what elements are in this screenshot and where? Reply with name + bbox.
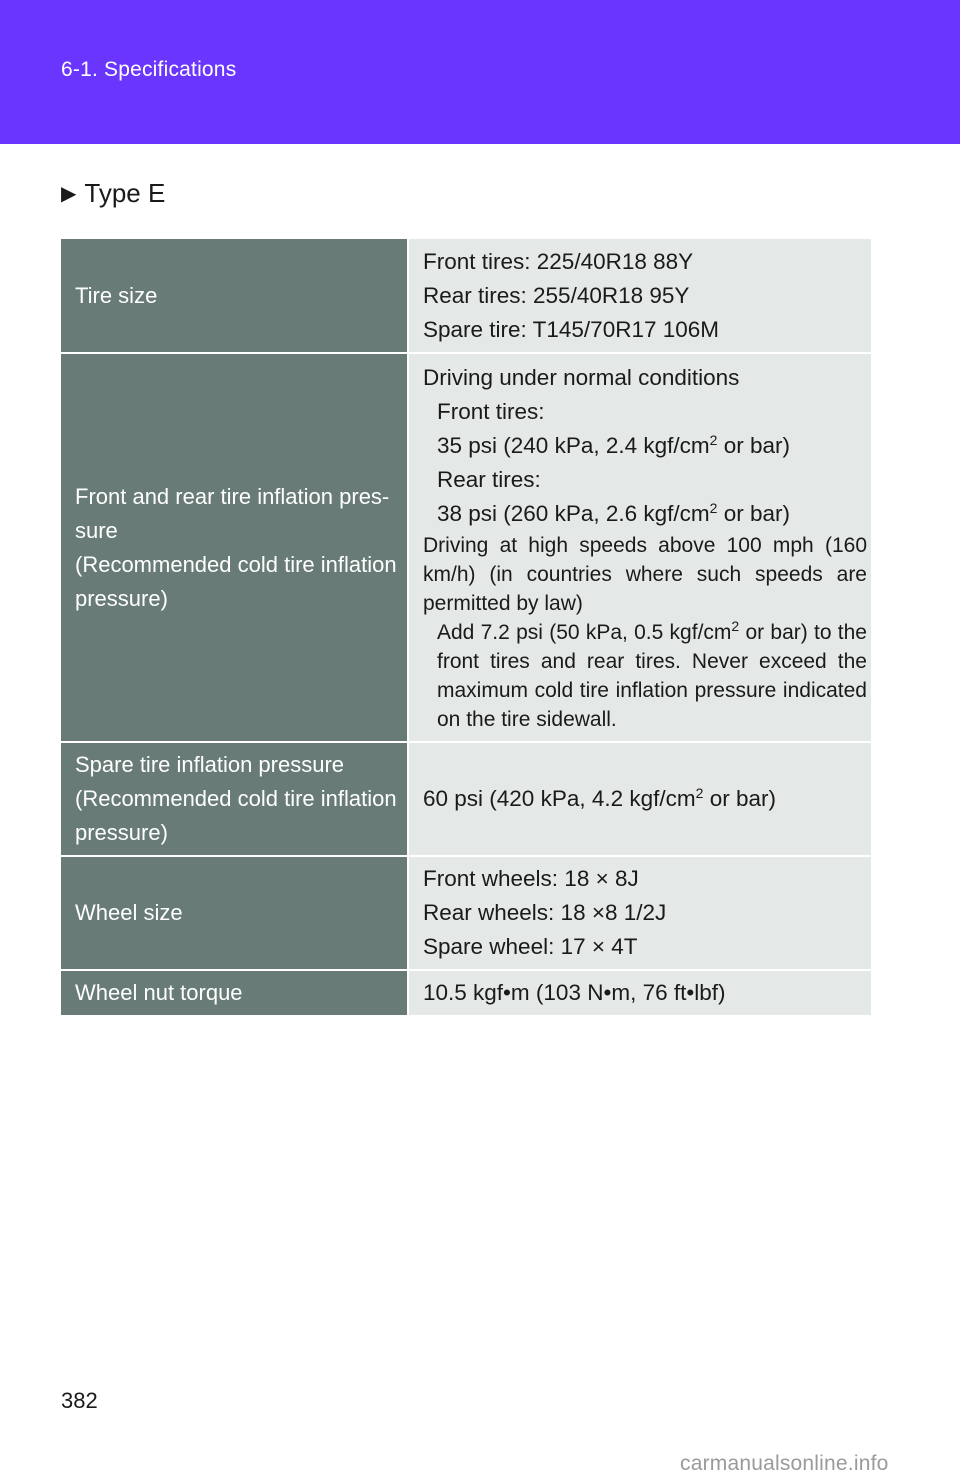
wheel-size-value	[408, 856, 871, 970]
front-tires-pressure: 35 psi (240 kPa, 2.4 kgf/$cm^2$ or bar)	[437, 432, 790, 458]
spare-inflation-label: Spare tire inflation pressure (Recommended cold tire inflation pressure)	[61, 742, 408, 856]
table-row	[61, 970, 871, 1016]
high-speed-note: Driving at high speeds above 100 mph (160 km/h) (in countries where such speeds are permitted by law)	[423, 534, 867, 615]
watermark: carmanualsonline.info	[680, 1452, 889, 1475]
table-row	[61, 742, 871, 856]
spare-wheel-size: Spare wheel: 17 × 4T	[423, 934, 638, 959]
nut-torque-label: Wheel nut torque	[61, 970, 408, 1016]
triangle-marker-icon: ▶	[61, 183, 77, 205]
type-title: Type E	[84, 178, 166, 208]
specification-table	[61, 239, 871, 1017]
tire-size-value	[408, 239, 871, 353]
spare-inflation-value: 60 psi (420 kPa, 4.2 kgf/$cm^2$ or bar)	[408, 742, 871, 856]
front-wheel-size: Front wheels: 18 × 8J	[423, 866, 639, 891]
front-tires-label: Front tires:	[437, 399, 545, 424]
tire-size-label: Tire size	[61, 239, 408, 353]
front-tire-size: Front tires: 225/40R18 88Y	[423, 248, 694, 274]
inflation-label: Front and rear tire inflation pres- sure (Recommended cold tire inflation pressure)	[61, 353, 408, 742]
page-header	[0, 0, 960, 144]
high-speed-adjustment: Add 7.2 psi (50 kPa, 0.5 kgf/$cm^2$ or bar) to the front tires and rear tires. Never exceed the maximum cold tire inflation pressure indicated on the tire sidewall.	[437, 618, 867, 731]
section-title: 6-1. Specifications	[61, 58, 237, 81]
wheel-size-label: Wheel size	[61, 856, 408, 970]
rear-tire-size: Rear tires: 255/40R18 95Y	[423, 282, 690, 308]
rear-wheel-size: Rear wheels: 18 ×8 1/2J	[423, 900, 667, 925]
table-row	[61, 353, 871, 742]
table-row	[61, 856, 871, 970]
rear-tires-pressure: 38 psi (260 kPa, 2.6 kgf/$cm^2$ or bar)	[437, 500, 790, 526]
spare-tire-size: Spare tire: T145/70R17 106M	[423, 316, 720, 342]
inflation-value	[408, 353, 871, 742]
normal-conditions-heading: Driving under normal conditions	[423, 365, 740, 390]
table-row	[61, 239, 871, 353]
page-number: 382	[61, 1388, 98, 1413]
type-heading	[61, 178, 165, 209]
rear-tires-label: Rear tires:	[437, 467, 541, 492]
nut-torque-value: 10.5 kgf•m (103 N•m, 76 ft•lbf)	[408, 970, 871, 1016]
